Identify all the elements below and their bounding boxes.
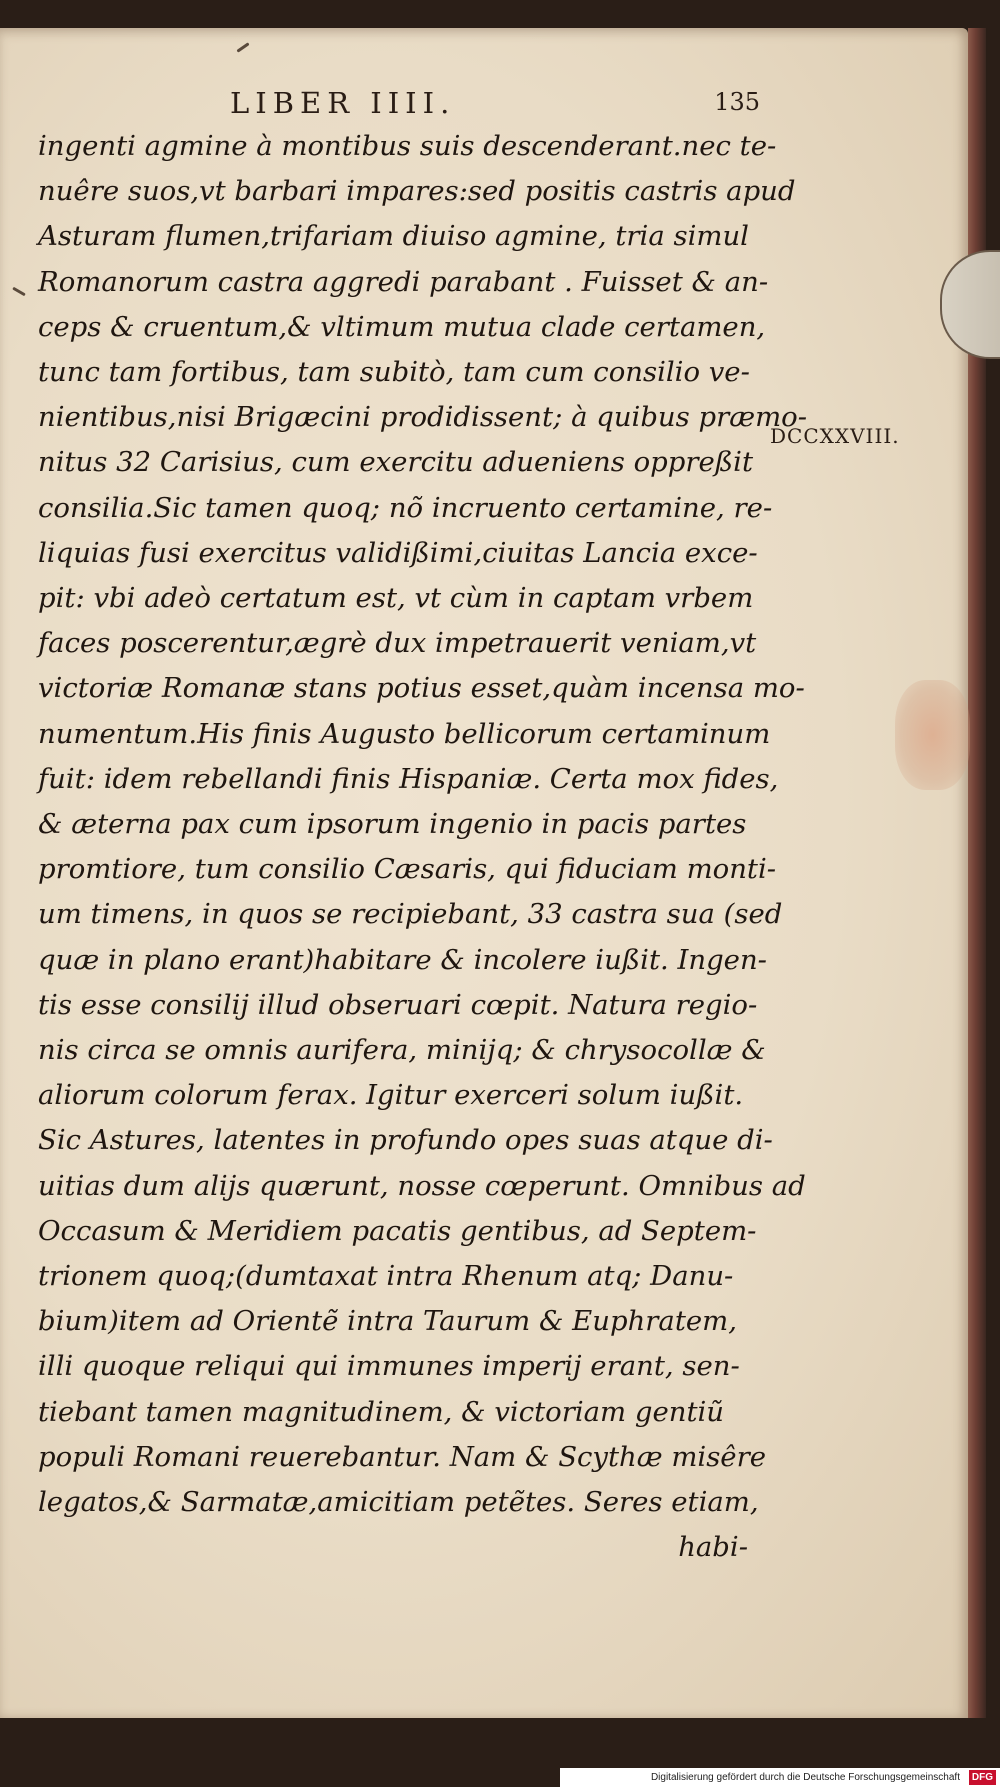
text-line: fuit: idem rebellandi finis Hispaniæ. Certa mox fides,: [38, 762, 779, 795]
text-line: & æterna pax cum ipsorum ingenio in pacis partes: [38, 808, 747, 841]
margin-note: DCCXXVIII.: [770, 424, 900, 448]
text-line: nis circa se omnis aurifera, minijq; & chrysocollæ &: [38, 1034, 766, 1067]
text-line: um timens, in quos se recipiebant, 33 castra sua (sed: [38, 898, 783, 931]
text-line: quæ in plano erant)habitare & incolere iußit. Ingen-: [38, 943, 767, 976]
text-line: promtiore, tum consilio Cæsaris, qui fiduciam monti-: [38, 853, 777, 886]
text-line: ingenti agmine à montibus suis descenderant.nec te-: [38, 130, 777, 162]
text-line: liquias fusi exercitus validißimi,ciuitas Lancia exce-: [38, 536, 758, 569]
credit-text: Digitalisierung gefördert durch die Deutsche Forschungsgemeinschaft: [650, 1772, 960, 1783]
text-line: tis esse consilij illud obseruari cœpit. Natura regio-: [38, 988, 758, 1021]
text-line: tiebant tamen magnitudinem, & victoriam gentiũ: [38, 1395, 725, 1428]
text-line: nuêre suos,vt barbari impares:sed positis castris apud: [38, 175, 796, 208]
text-line: numentum.His finis Augusto bellicorum certaminum: [38, 717, 771, 750]
text-line: legatos,& Sarmatæ,amicitiam petẽtes. Seres etiam,: [38, 1486, 759, 1519]
text-line: nientibus,nisi Brigæcini prodidissent; à quibus præmo-: [38, 401, 808, 434]
text-line: faces poscerentur,ægrè dux impetrauerit veniam,vt: [38, 627, 757, 660]
page-number: 135: [714, 88, 760, 116]
running-head: LIBER IIII.: [230, 86, 456, 120]
text-line: nitus 32 Carisius, cum exercitu adueniens oppreßit: [38, 446, 754, 479]
digitization-credit: [560, 1768, 1000, 1787]
text-line: aliorum colorum ferax. Igitur exerceri solum iußit.: [38, 1079, 744, 1112]
text-line: uitias dum alijs quærunt, nosse cœperunt. Omnibus ad: [38, 1169, 806, 1202]
text-line: pit: vbi adeò certatum est, vt cùm in captam vrbem: [38, 582, 754, 615]
paper-stain: [895, 680, 970, 790]
text-line: trionem quoq;(dumtaxat intra Rhenum atq; Danu-: [38, 1260, 734, 1293]
text-line: illi quoque reliqui qui immunes imperij erant, sen-: [38, 1350, 740, 1383]
text-line: victoriæ Romanæ stans potius esset,quàm incensa mo-: [38, 672, 805, 705]
text-line: Occasum & Meridiem pacatis gentibus, ad Septem-: [38, 1214, 757, 1247]
text-line: populi Romani reuerebantur. Nam & Scythæ misêre: [38, 1440, 766, 1473]
text-line: Asturam flumen,trifariam diuiso agmine, tria simul: [38, 220, 749, 253]
catchword: habi-: [678, 1531, 748, 1564]
text-line: bium)item ad Orientẽ intra Taurum & Euphratem,: [38, 1305, 737, 1338]
text-line: ceps & cruentum,& vltimum mutua clade certamen,: [38, 310, 766, 343]
body-text: [38, 124, 808, 1571]
text-line: tunc tam fortibus, tam subitò, tam cum consilio ve-: [38, 356, 750, 389]
text-line: Sic Astures, latentes in profundo opes suas atque di-: [38, 1124, 773, 1157]
text-line: consilia.Sic tamen quoq; nõ incruento certamine, re-: [38, 491, 773, 524]
dfg-logo: DFG: [969, 1770, 996, 1785]
book-binding: [0, 1718, 1000, 1768]
text-line: Romanorum castra aggredi parabant . Fuisset & an-: [38, 265, 769, 298]
